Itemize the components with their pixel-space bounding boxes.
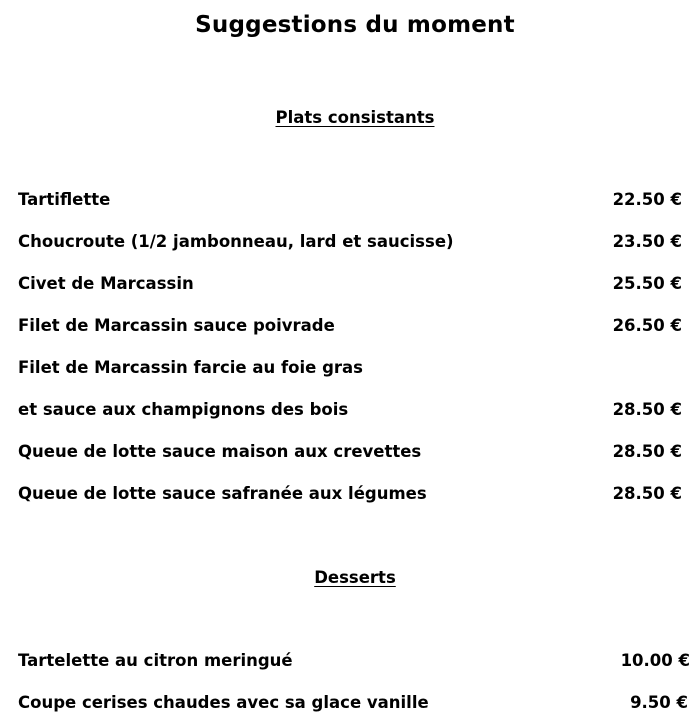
menu-item-price: 25.50 € [612,274,682,293]
menu-item-price: 10.00 € [620,651,690,670]
menu-item-price: 22.50 € [612,190,682,209]
section-heading-plats: Plats consistants [275,108,435,127]
menu-item-price: 9.50 € [630,693,688,712]
menu-item-name: Queue de lotte sauce maison aux crevettes [18,442,422,461]
menu-item-name: Queue de lotte sauce safranée aux légumes [18,484,427,503]
section-heading-desserts: Desserts [314,568,396,587]
menu-item [18,190,682,212]
menu-item-price: 23.50 € [612,232,682,251]
menu-item-price: 28.50 € [612,442,682,461]
menu-item-name: Choucroute (1/2 jambonneau, lard et saucisse) [18,232,454,251]
menu-item-name: Civet de Marcassin [18,274,194,293]
menu-item-name: Filet de Marcassin farcie au foie gras [18,358,364,377]
page-title: Suggestions du moment [195,12,515,38]
menu-item [18,484,682,506]
menu-item [18,693,688,715]
menu-item [18,358,682,380]
menu-item-price: 28.50 € [612,400,682,419]
menu-item [18,274,682,296]
menu-item-price: 28.50 € [612,484,682,503]
menu-item-name: et sauce aux champignons des bois [18,400,349,419]
menu-item-name: Filet de Marcassin sauce poivrade [18,316,335,335]
menu-item-name: Coupe cerises chaudes avec sa glace vanille [18,693,429,712]
menu-item [18,316,682,338]
menu-item-name: Tartiflette [18,190,111,209]
menu-item [18,651,690,673]
menu-item-price: 26.50 € [612,316,682,335]
menu-item [18,232,682,254]
menu-item [18,442,682,464]
menu-item [18,400,682,422]
menu-item-name: Tartelette au citron meringué [18,651,293,670]
